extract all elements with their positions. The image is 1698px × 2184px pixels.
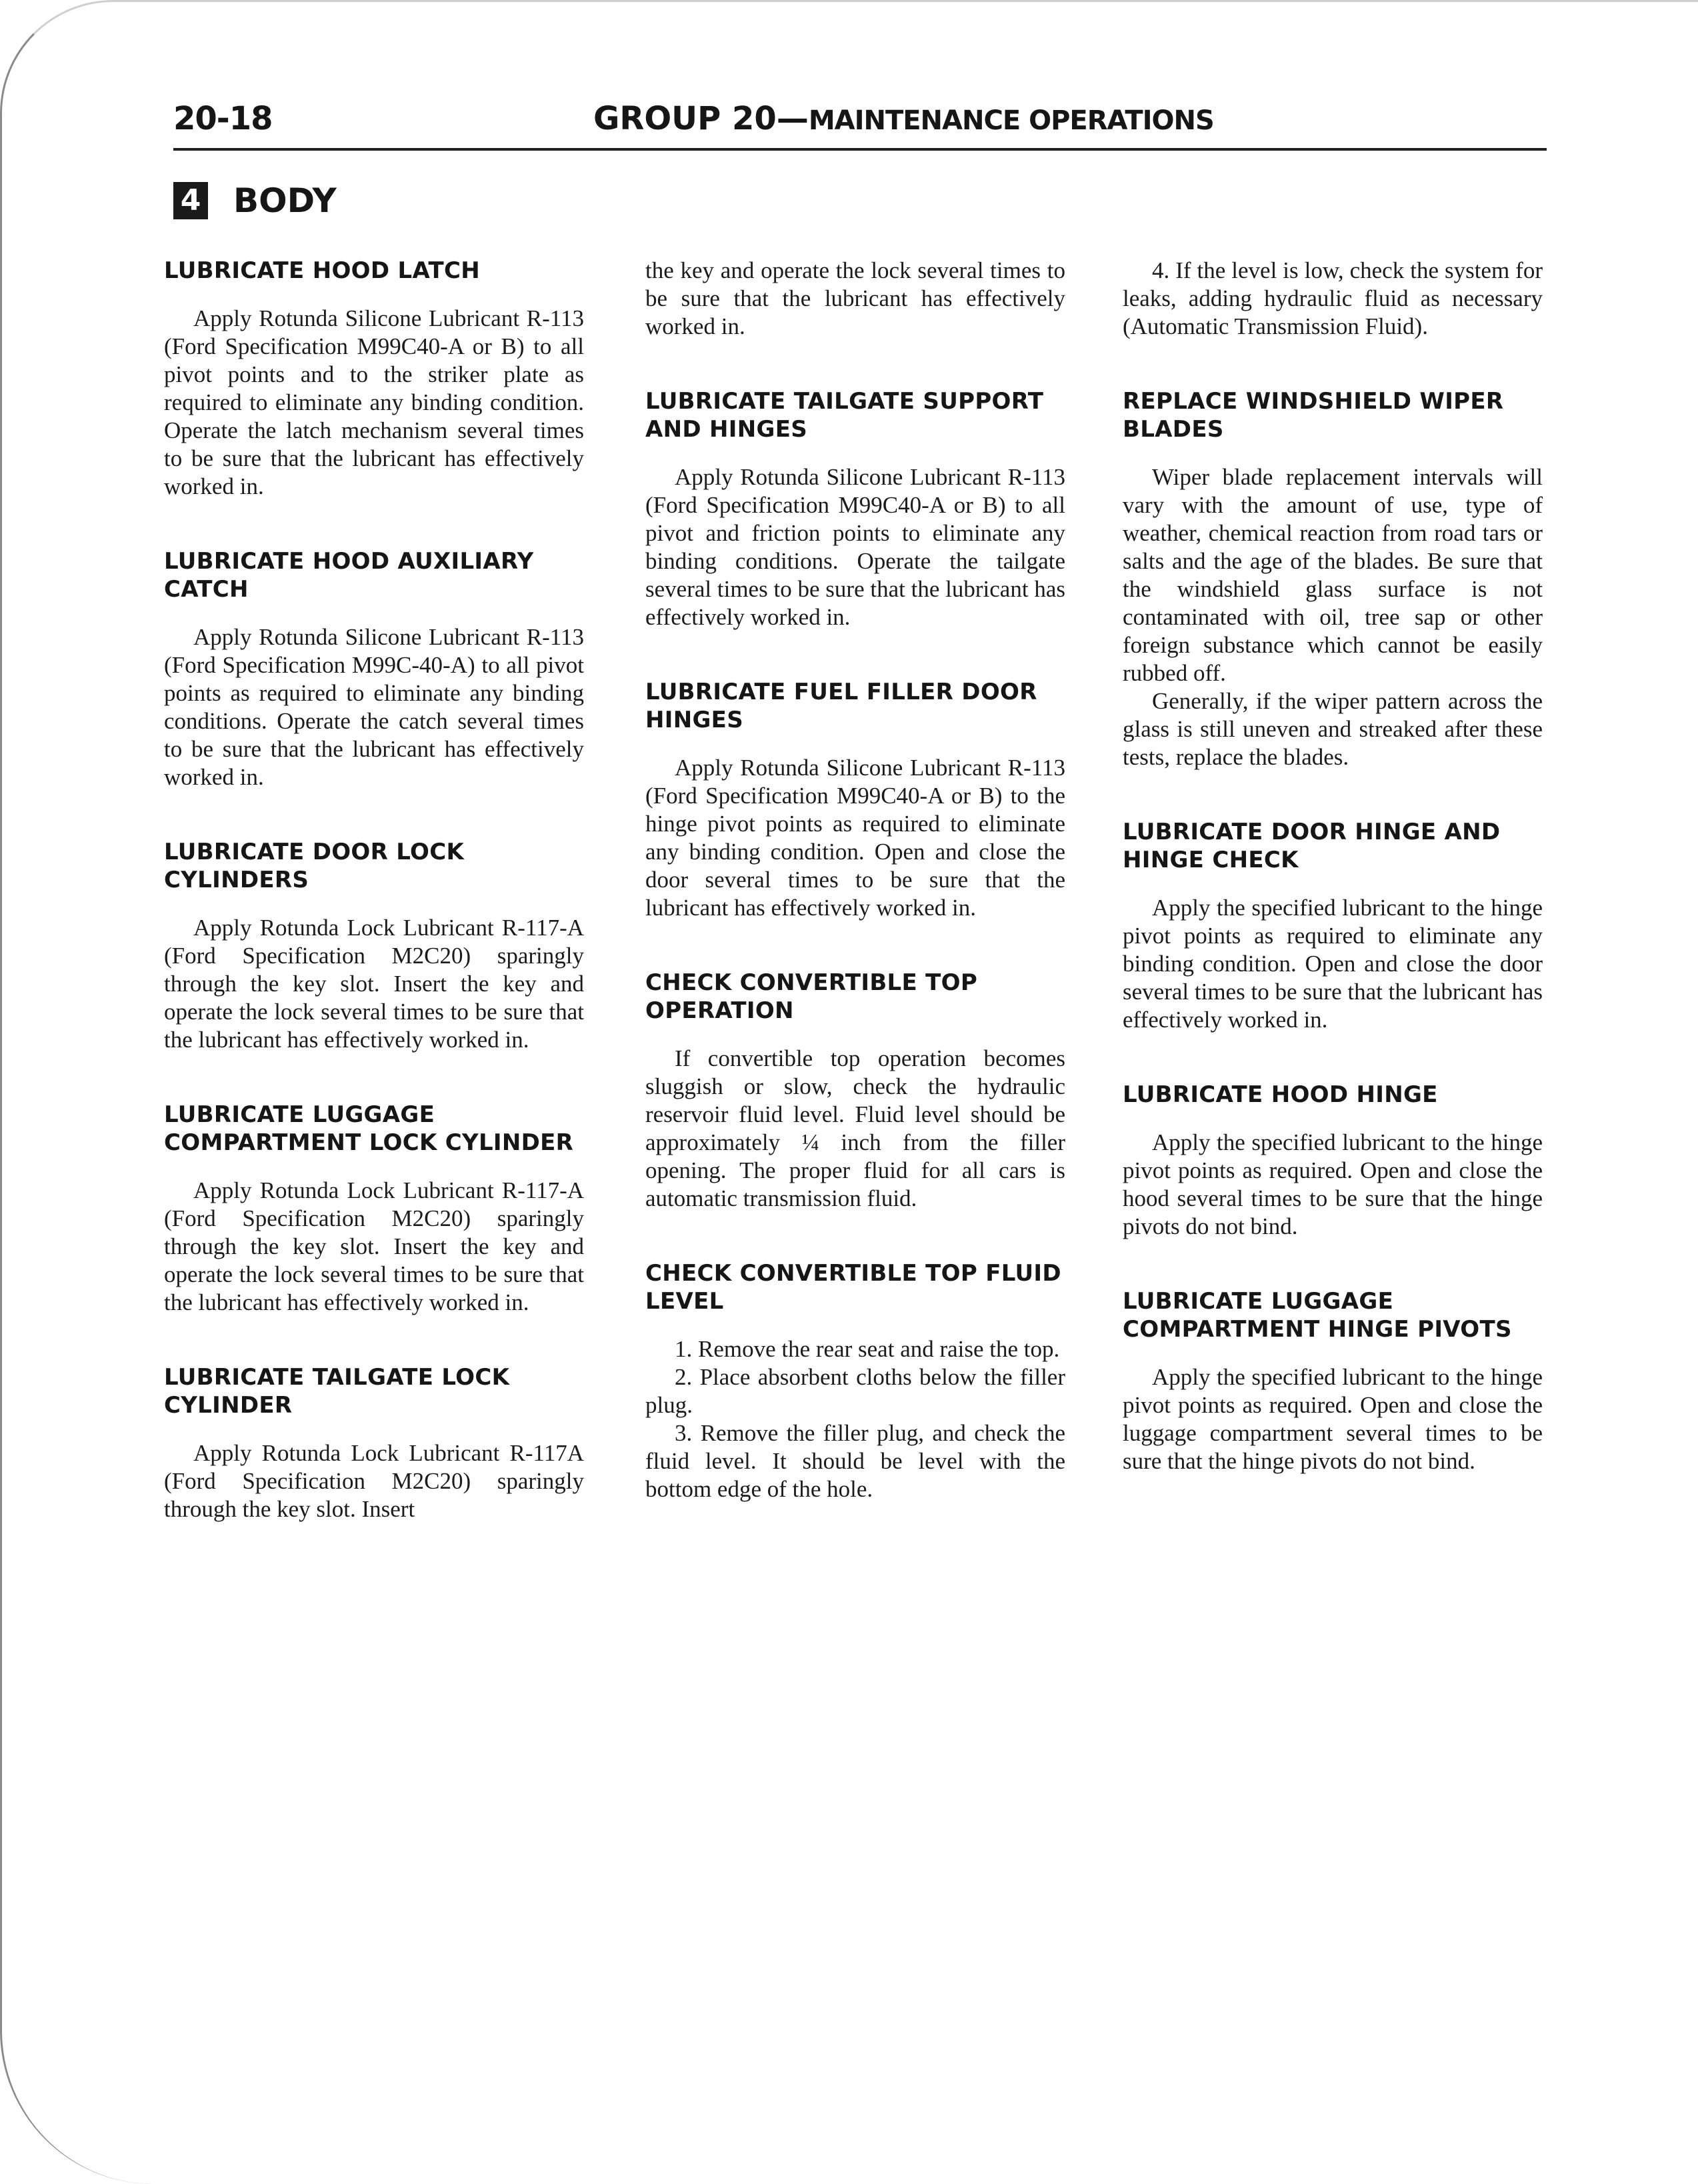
column-2 <box>645 257 1065 1503</box>
step-2: 2. Place absorbent cloths below the filler plug. <box>645 1364 1065 1418</box>
article-paragraph: Apply Rotunda Silicone Lubricant R-113 (Ford Specification M99C-40-A) to all pivot points as required to eliminate any binding conditions. Operate the catch several times to be sure that the lubricant has effectively worked in. <box>164 624 584 790</box>
article-paragraph: If convertible top operation becomes sluggish or slow, check the hydraulic reservoir fluid level. Fluid level should be approximately ¼ inch from the filler opening. The proper fluid for all cars is automatic transmission fluid. <box>645 1045 1065 1211</box>
article-heading: CHECK CONVERTIBLE TOP OPERATION <box>645 969 978 1024</box>
step-4: 4. If the level is low, check the system for leaks, adding hydraulic fluid as necessary (Automatic Transmission Fluid). <box>1123 257 1543 339</box>
article-heading: CHECK CONVERTIBLE TOP FLUID LEVEL <box>645 1260 1061 1315</box>
group-separator: — <box>776 100 809 137</box>
article-paragraph: Apply Rotunda Silicone Lubricant R-113 (Ford Specification M99C40-A or B) to all pivot and friction points to eliminate any binding conditions. Operate the tailgate several times to be sure that the lubricant has effectively worked in. <box>645 464 1065 630</box>
article-heading: LUBRICATE DOOR LOCK CYLINDERS <box>164 839 465 893</box>
article-paragraph: Apply Rotunda Lock Lubricant R-117-A (Ford Specification M2C20) sparingly through the key slot. Insert the key and operate the lock several times to be sure that the lubricant has effectively worked in. <box>164 1177 584 1315</box>
column-3 <box>1123 257 1543 1475</box>
article-heading: LUBRICATE LUGGAGE COMPARTMENT HINGE PIVOTS <box>1123 1288 1512 1343</box>
article-paragraph: Apply Rotunda Lock Lubricant R-117-A (Ford Specification M2C20) sparingly through the key slot. Insert the key and operate the lock several times to be sure that the lubricant has effectively worked in. <box>164 915 584 1053</box>
article-paragraph: Generally, if the wiper pattern across the glass is still uneven and streaked after these tests, replace the blades. <box>1123 688 1543 770</box>
continued-paragraph: the key and operate the lock several times to be sure that the lubricant has effectively worked in. <box>645 257 1065 339</box>
article-lubricate-tailgate-lock-cylinder <box>164 1363 584 1523</box>
step-3: 3. Remove the filler plug, and check the fluid level. It should be level with the bottom edge of the hole. <box>645 1420 1065 1502</box>
article-lubricate-tailgate-support-and-hinges <box>645 387 1065 631</box>
article-check-convertible-top-fluid-level <box>645 1259 1065 1503</box>
section-title: BODY <box>233 181 337 220</box>
article-lubricate-luggage-compartment-lock-cylinder <box>164 1101 584 1317</box>
article-heading: LUBRICATE LUGGAGE COMPARTMENT LOCK CYLINDER <box>164 1101 574 1156</box>
group-title: GROUP 20 <box>593 100 777 137</box>
article-lubricate-hood-latch <box>164 257 584 501</box>
article-paragraph: Apply Rotunda Silicone Lubricant R-113 (Ford Specification M99C40-A or B) to the hinge pivot points as required to eliminate any binding condition. Open and close the door several times to be sure that the lubricant has effectively worked in. <box>645 755 1065 921</box>
article-heading: LUBRICATE HOOD AUXILIARY CATCH <box>164 548 534 603</box>
article-lubricate-door-hinge-and-hinge-check <box>1123 818 1543 1034</box>
article-lubricate-door-lock-cylinders <box>164 838 584 1054</box>
article-lubricate-hood-auxiliary-catch <box>164 547 584 791</box>
article-heading: LUBRICATE TAILGATE LOCK CYLINDER <box>164 1364 510 1419</box>
article-lubricate-luggage-compartment-hinge-pivots <box>1123 1287 1543 1475</box>
article-heading: LUBRICATE HOOD HINGE <box>1123 1081 1438 1108</box>
bleed-through-figure-bottom <box>633 1767 1300 2067</box>
article-paragraph: Apply the specified lubricant to the hinge pivot points as required to eliminate any binding condition. Open and close the door several times to be sure that the lubricant has effectively worked in. <box>1123 895 1543 1033</box>
header-rule <box>173 148 1547 151</box>
article-heading: LUBRICATE FUEL FILLER DOOR HINGES <box>645 679 1037 733</box>
article-paragraph: Wiper blade replacement intervals will vary with the amount of use, type of weather, chemical reaction from road tars or salts and the age of the blades. Be sure that the windshield glass surface is not contaminated with oil, tree sap or other foreign substance which cannot be easily rubbed off. <box>1123 464 1543 686</box>
article-heading: LUBRICATE HOOD LATCH <box>164 257 480 284</box>
article-paragraph: Apply the specified lubricant to the hinge pivot points as required. Open and close the hood several times to be sure that the hinge pivots do not bind. <box>1123 1129 1543 1239</box>
article-paragraph: Apply Rotunda Silicone Lubricant R-113 (Ford Specification M99C40-A or B) to all pivot points and to the striker plate as required to eliminate any binding condition. Operate the latch mechanism several times to be sure that the lubricant has effectively worked in. <box>164 305 584 499</box>
article-paragraph: Apply Rotunda Lock Lubricant R-117A (Ford Specification M2C20) sparingly through the key slot. Insert <box>164 1440 584 1522</box>
article-paragraph: Apply the specified lubricant to the hinge pivot points as required. Open and close the luggage compartment several times to be sure that the hinge pivots do not bind. <box>1123 1364 1543 1474</box>
page-header <box>173 100 1547 153</box>
group-subtitle: MAINTENANCE OPERATIONS <box>808 105 1214 136</box>
column-1 <box>164 257 584 1523</box>
running-title <box>593 100 1214 137</box>
article-lubricate-fuel-filler-door-hinges <box>645 678 1065 922</box>
article-lubricate-hood-hinge <box>1123 1081 1543 1241</box>
section-number-badge: 4 <box>173 182 208 219</box>
section-heading <box>173 181 337 228</box>
step-1: 1. Remove the rear seat and raise the top. <box>675 1336 1060 1362</box>
article-heading: LUBRICATE DOOR HINGE AND HINGE CHECK <box>1123 819 1501 873</box>
article-replace-windshield-wiper-blades <box>1123 387 1543 771</box>
article-heading: REPLACE WINDSHIELD WIPER BLADES <box>1123 388 1504 443</box>
article-heading: LUBRICATE TAILGATE SUPPORT AND HINGES <box>645 388 1044 443</box>
page-number: 20-18 <box>173 100 273 137</box>
article-check-convertible-top-operation <box>645 969 1065 1213</box>
